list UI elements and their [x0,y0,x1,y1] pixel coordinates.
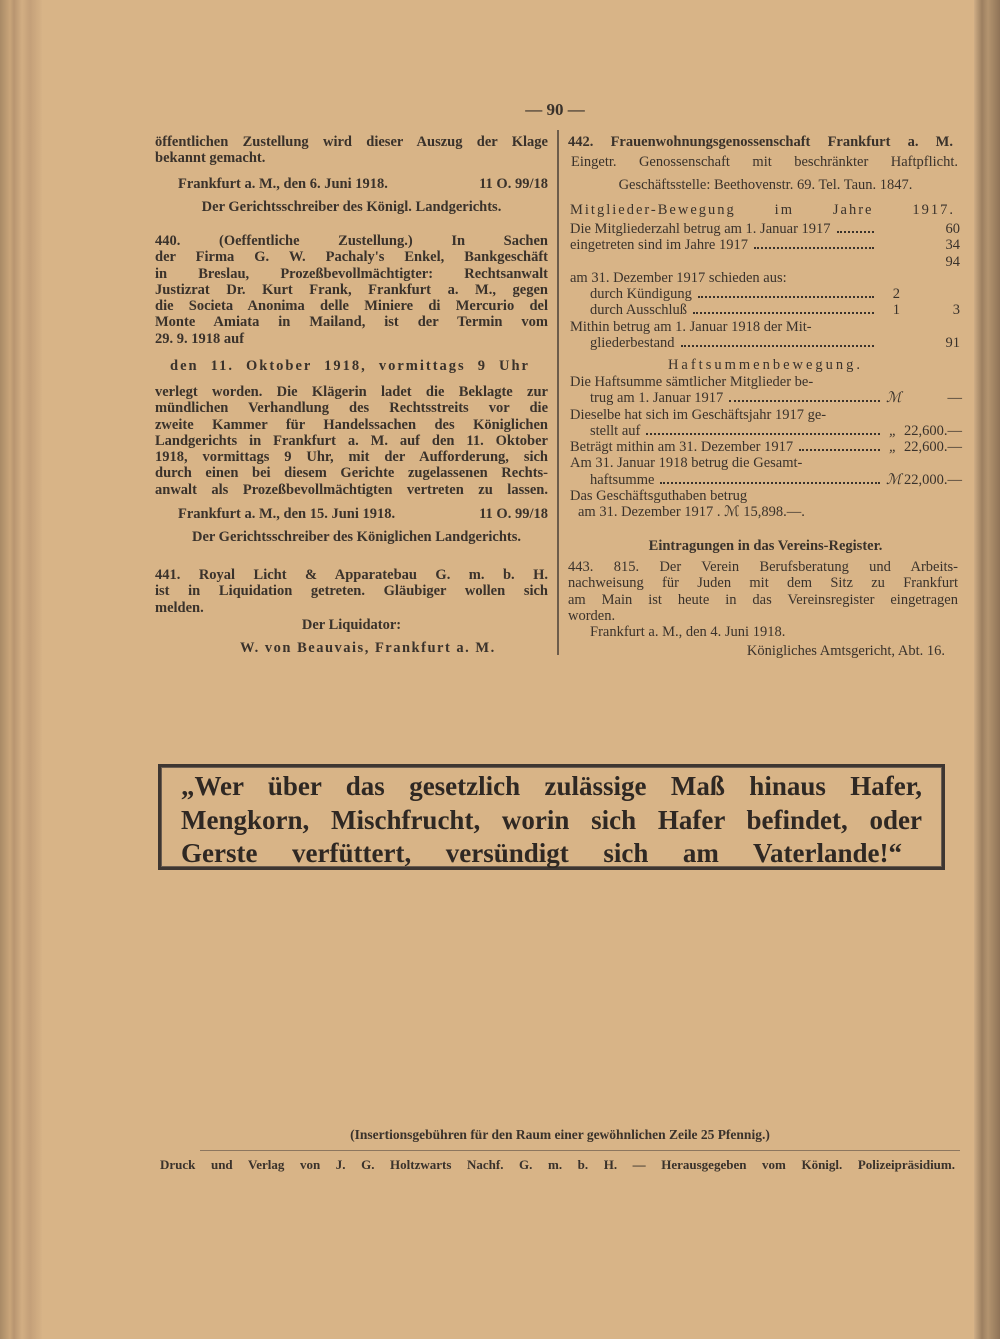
text-line: ist in Liquidation getreten. Gläubiger wollen sich [155,583,548,600]
members-title: Mitglieder-Bewegung im Jahre 1917. [570,202,955,218]
liability-row [570,390,962,406]
text-line: 440. (Oeffentliche Zustellung.) In Sachen [155,233,548,249]
notice-441 [155,567,548,616]
text-line: worden. [568,607,616,624]
appeal-line: Gerste verfüttert, versündigt sich am Vaterlande!“ [181,838,902,868]
liability-row [570,374,962,390]
members-table [570,221,960,351]
case-reference: 11 O. 99/18 [479,176,548,192]
hearing-date: den 11. Oktober 1918, vormittags 9 Uhr [170,358,530,374]
liability-row [570,407,962,423]
members-row [570,319,960,335]
row-label: Am 31. Januar 1918 betrug die Gesamt- [570,455,803,472]
total-value: 34 [945,237,960,254]
members-row [570,270,960,286]
text-line: öffentlichen Zustellung wird dieser Auszug der Klage [155,134,548,150]
liquidator-name: W. von Beauvais, Frankfurt a. M. [240,640,496,656]
dot-leader [660,482,880,484]
column-divider [557,130,559,655]
dot-leader [698,296,874,298]
row-label: gliederbestand [590,335,675,352]
text-line: der Firma G. W. Pachaly's Enkel, Bankgeschäft [155,249,548,266]
row-label: eingetreten sind im Jahre 1917 [570,237,748,254]
insertion-fees-note: (Insertionsgebühren für den Raum einer gewöhnlichen Zeile 25 Pfennig.) [350,1127,770,1142]
court-signature: Königliches Amtsgericht, Abt. 16. [746,643,945,659]
row-label: durch Ausschluß [590,302,688,319]
signature-date-2 [178,506,548,522]
notice-440-continued [155,384,548,498]
dot-leader [693,312,874,314]
text-line: zweite Kammer für Handelssachen des Königlichen [155,416,548,433]
text-line: am Main ist heute in das Vereinsregister eingetragen [568,591,958,608]
appeal-line: „Wer über das gesetzlich zulässige Maß hinaus Hafer, [181,771,922,801]
row-label: stellt auf [590,422,641,439]
text-line: 441. Royal Licht & Apparatebau G. m. b. H. [155,567,548,583]
register-place-date: Frankfurt a. M., den 4. Juni 1918. [590,624,786,640]
dot-leader [837,231,874,233]
row-label: Die Haftsumme sämtlicher Mitglieder be- [570,374,814,390]
liability-title: Haftsummenbewegung. [667,357,864,373]
clerk-signature-2: Der Gerichtsschreiber des Königlichen Landgerichts. [191,529,522,545]
liability-row [570,423,962,439]
notice-443 [568,559,958,624]
currency-sign: „ [888,422,898,439]
text-line: 29. 9. 1918 auf [155,330,245,347]
text-line: mündlichen Verhandlung des Rechtsstreits vor die [155,400,548,417]
currency-sign: ℳ [886,471,902,488]
total-value: 3 [952,302,960,319]
cooperative-type: Eingetr. Genossenschaft mit beschränkter Haftpflicht. [571,154,958,170]
dot-leader [729,400,880,402]
members-row [570,254,960,270]
liability-row [570,472,962,488]
appeal-box [158,764,945,870]
text-line: nachweisung für Juden mit dem Sitz zu Frankfurt [568,575,958,592]
text-line: Justizrat Dr. Kurt Frank, Frankfurt a. M., gegen [155,281,548,298]
case-reference: 11 O. 99/18 [479,506,548,522]
dot-leader [681,345,874,347]
text-line: verlegt worden. Die Klägerin ladet die Beklagte zur [155,384,548,400]
amount-value: 22,600.— [904,422,962,439]
liquidator-label: Der Liquidator: [301,617,402,633]
text-line: Das Geschäftsguthaben betrug [570,488,748,504]
total-value: 60 [945,221,960,237]
members-row [570,221,960,237]
office-address: Geschäftsstelle: Beethovenstr. 69. Tel. Taun. 1847. [618,177,913,193]
currency-sign: „ [888,439,898,456]
currency-sign: ℳ [886,390,902,407]
text-line: Monte Amiata in Mailand, ist der Termin vom [155,314,548,331]
liability-row [570,455,962,471]
amount-value: — [947,390,962,407]
members-row [570,286,960,302]
row-label: Beträgt mithin am 31. Dezember 1917 [570,439,794,456]
signature-date-1 [178,176,548,192]
assets-statement [570,488,962,521]
appeal-line: Mengkorn, Mischfrucht, worin sich Hafer befindet, oder [181,805,922,835]
total-value: 94 [945,253,960,270]
place-date: Frankfurt a. M., den 6. Juni 1918. [178,176,388,192]
book-page-edge-right [974,0,1000,1339]
dot-leader [646,433,880,435]
dot-leader [799,449,880,451]
text-line: Landgerichts in Frankfurt a. M. auf den 11. Oktober [155,432,548,449]
register-title: Eintragungen in das Vereins-Register. [648,538,883,554]
text-line: in Breslau, Prozeßbevollmächtigter: Rechtsanwalt [155,265,548,282]
members-row [570,335,960,351]
text-line: 1918, vormittags 9 Uhr, mit der Aufforderung, sich [155,449,548,466]
members-row [570,237,960,253]
text-line: 443. 815. Der Verein Berufsberatung und Arbeits- [568,559,958,575]
text-line: am 31. Dezember 1917 . ℳ 15,898.—. [578,504,805,521]
liability-row [570,439,962,455]
total-value: 91 [945,335,960,352]
page-number: — 90 — [525,100,585,119]
text-line: durch einen bei diesem Gerichte zugelassenen Rechts- [155,465,548,482]
row-label: Dieselbe hat sich im Geschäftsjahr 1917 ge- [570,406,827,423]
row-label: trug am 1. Januar 1917 [590,390,724,407]
notice-442-heading: 442. Frauenwohnungsgenossenschaft Frankfurt a. M. [568,134,953,150]
intro-paragraph [155,134,548,167]
subtotal-value: 2 [892,286,900,303]
clerk-signature-1: Der Gerichtsschreiber des Königl. Landgerichts. [201,199,502,215]
row-label: am 31. Dezember 1917 schieden aus: [570,269,787,286]
row-label: haftsumme [590,471,655,488]
row-label: durch Kündigung [590,286,692,303]
row-label: Mithin betrug am 1. Januar 1918 der Mit- [570,318,812,335]
amount-value: 22,600.— [904,439,962,456]
row-label: Die Mitgliederzahl betrug am 1. Januar 1917 [570,221,831,237]
text-line: anwalt als Prozeßbevollmächtigten vertreten zu lassen. [155,481,548,498]
imprint: Druck und Verlag von J. G. Holtzwarts Nachf. G. m. b. H. — Herausgegeben vom Königl. Polizeipräsidium. [160,1157,955,1172]
notice-440 [155,233,548,347]
book-page-edge-left [0,0,42,1339]
dot-leader [754,247,874,249]
members-row [570,302,960,318]
liability-table [570,374,962,488]
text-line: die Societa Anonima delle Miniere di Mercurio del [155,298,548,315]
subtotal-value: 1 [892,302,900,319]
footer-rule [200,1150,960,1151]
text-line: bekannt gemacht. [155,150,266,167]
amount-value: 22,000.— [904,471,962,488]
place-date: Frankfurt a. M., den 15. Juni 1918. [178,506,396,522]
text-line: melden. [155,599,204,616]
